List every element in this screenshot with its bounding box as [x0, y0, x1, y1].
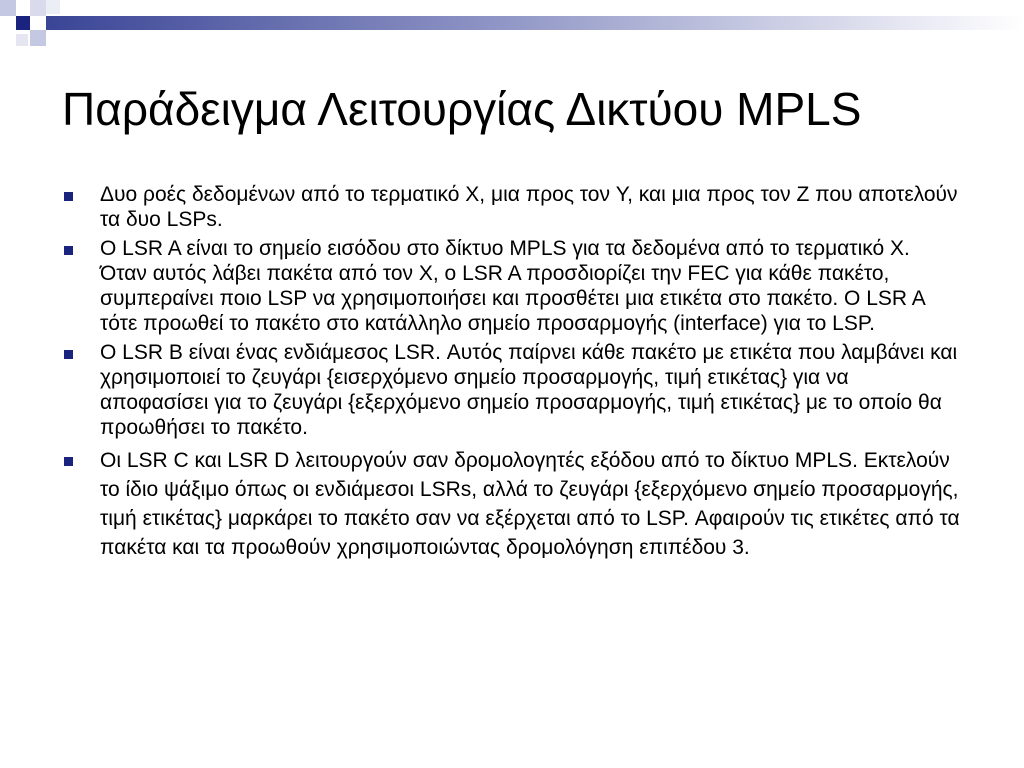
deco-square — [16, 16, 30, 30]
bullet-list — [62, 182, 962, 566]
bullet-text: Ο LSR A είναι το σημείο εισόδου στο δίκτυο MPLS για τα δεδομένα από το τερματικό X. Όταν αυτός λάβει πακέτα από τον X, ο LSR A προσδιορίζει την FEC για κάθε πακέτο, συμπεραίνει ποιο LSP να χρησιμοποιήσει και προσθέτει μια ετικέτα στο πακέτο. Ο LSR A τότε προωθεί το πακέτο στο κατάλληλο σημείο προσαρμογής (interface) για το LSP. — [100, 237, 925, 335]
square-bullet-icon — [64, 192, 73, 201]
header-gradient-bar — [46, 16, 1024, 30]
bullet-text: Δυο ροές δεδομένων από το τερματικό X, μια προς τον Y, και μια προς τον Z που αποτελούν τα δυο LSPs. — [100, 183, 958, 231]
square-bullet-icon — [64, 457, 73, 466]
square-bullet-icon — [64, 350, 73, 359]
bullet-item — [62, 446, 962, 562]
bullet-item — [62, 340, 962, 440]
deco-square — [30, 0, 46, 16]
bullet-item — [62, 236, 962, 336]
bullet-text: Ο LSR B είναι ένας ενδιάμεσος LSR. Αυτός παίρνει κάθε πακέτο με ετικέτα που λαμβάνει και χρησιμοποιεί το ζευγάρι {εισερχόμενο σημείο προσαρμογής, τιμή ετικέτας} για να αποφασίσει για το ζευγάρι {εξερχόμενο σημείο προσαρμογής, τιμή ετικέτας} με το οποίο θα προωθήσει το πακέτο. — [100, 341, 958, 439]
deco-square — [16, 34, 28, 46]
deco-square — [0, 0, 16, 16]
bullet-text: Οι LSR C και LSR D λειτουργούν σαν δρομολογητές εξόδου από το δίκτυο MPLS. Εκτελούν το ίδιο ψάξιμο όπως οι ενδιάμεσοι LSRs, αλλά το ζευγάρι {εξερχόμενο σημείο προσαρμογής, τιμή ετικέτας} μαρκάρει το πακέτο σαν να εξέρχεται από το LSP. Αφαιρούν τις ετικέτες από τα πακέτα και τα προωθούν χρησιμοποιώντας δρομολόγηση επιπέδου 3. — [100, 449, 960, 559]
deco-square — [46, 0, 60, 14]
slide-title: Παράδειγμα Λειτουργίας Δικτύου MPLS — [62, 83, 862, 135]
square-bullet-icon — [64, 246, 73, 255]
deco-square — [30, 30, 46, 46]
header-decoration — [0, 0, 1024, 48]
bullet-item — [62, 182, 962, 232]
